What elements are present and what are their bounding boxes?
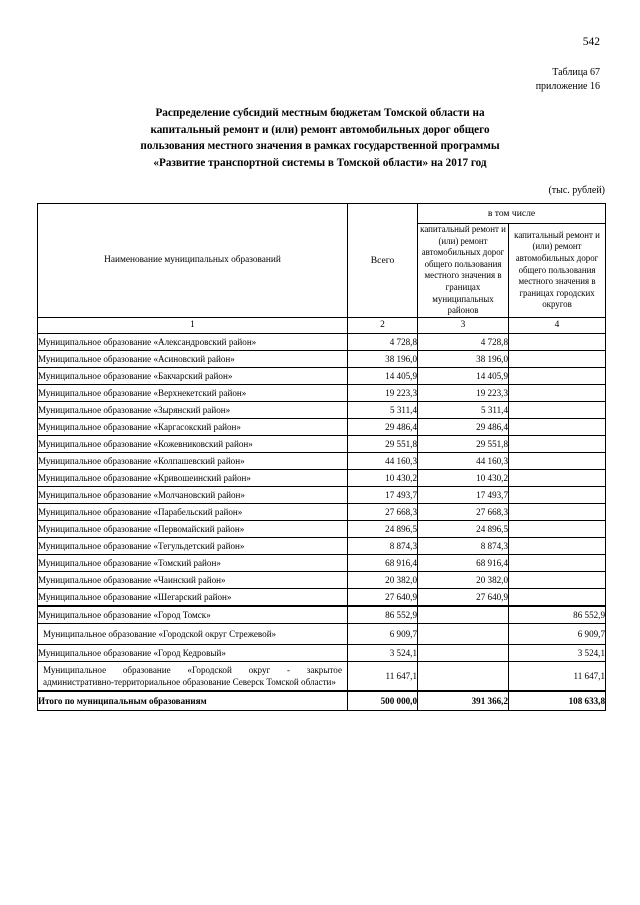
value-urban: 86 552,9 (509, 606, 606, 624)
value-urban (509, 401, 606, 418)
table-row (38, 623, 606, 644)
value-urban (509, 384, 606, 401)
table-total-row (38, 691, 606, 711)
value-districts: 19 223,3 (418, 384, 509, 401)
value-urban (509, 554, 606, 571)
municipality-name: Муниципальное образование «Колпашевский район» (38, 452, 348, 469)
value-districts (418, 606, 509, 624)
table-row (38, 588, 606, 606)
title-line-2: капитальный ремонт и (или) ремонт автомобильных дорог общего (150, 123, 490, 136)
header-sub-districts: капитальный ремонт и (или) ремонт автомобильных дорог общего пользования местного значения в границах муниципальных районов (418, 224, 509, 318)
value-districts: 8 874,3 (418, 537, 509, 554)
value-total: 29 486,4 (348, 418, 418, 435)
municipality-name: Муниципальное образование «Город Томск» (38, 606, 348, 624)
total-value-total: 500 000,0 (348, 691, 418, 711)
title-line-4: «Развитие транспортной системы в Томской области» на 2017 год (153, 156, 487, 169)
table-row (38, 554, 606, 571)
header-group-included: в том числе (418, 204, 606, 224)
value-total: 68 916,4 (348, 554, 418, 571)
table-row (38, 644, 606, 661)
value-urban (509, 571, 606, 588)
value-districts (418, 661, 509, 691)
value-urban (509, 503, 606, 520)
value-urban (509, 469, 606, 486)
municipality-name: Муниципальное образование «Городской округ Стрежевой» (38, 623, 348, 644)
value-districts (418, 623, 509, 644)
municipality-name: Муниципальное образование «Шегарский район» (38, 588, 348, 606)
value-urban: 11 647,1 (509, 661, 606, 691)
municipality-name: Муниципальное образование «Молчановский район» (38, 486, 348, 503)
value-urban (509, 520, 606, 537)
column-number-4: 4 (509, 317, 606, 333)
municipality-name: Муниципальное образование «Александровский район» (38, 333, 348, 350)
value-total: 19 223,3 (348, 384, 418, 401)
table-reference: Таблица 67 (552, 67, 600, 78)
table-row (38, 333, 606, 350)
total-value-districts: 391 366,2 (418, 691, 509, 711)
appendix-reference: приложение 16 (535, 81, 600, 92)
subsidy-distribution-table (37, 203, 606, 711)
value-total: 38 196,0 (348, 350, 418, 367)
value-urban (509, 418, 606, 435)
value-districts: 29 551,8 (418, 435, 509, 452)
value-total: 27 668,3 (348, 503, 418, 520)
value-total: 11 647,1 (348, 661, 418, 691)
value-total: 44 160,3 (348, 452, 418, 469)
value-total: 86 552,9 (348, 606, 418, 624)
value-districts: 38 196,0 (418, 350, 509, 367)
value-urban (509, 435, 606, 452)
table-row (38, 486, 606, 503)
value-total: 20 382,0 (348, 571, 418, 588)
value-districts: 44 160,3 (418, 452, 509, 469)
value-total: 14 405,9 (348, 367, 418, 384)
page-title (70, 105, 570, 171)
table-row (38, 661, 606, 691)
municipality-name: Муниципальное образование «Бакчарский район» (38, 367, 348, 384)
table-row (38, 606, 606, 624)
municipality-name: Муниципальное образование «Кривошеинский район» (38, 469, 348, 486)
table-row (38, 537, 606, 554)
value-districts: 24 896,5 (418, 520, 509, 537)
page-number: 542 (582, 36, 600, 48)
value-districts: 29 486,4 (418, 418, 509, 435)
table-row (38, 503, 606, 520)
value-districts: 4 728,8 (418, 333, 509, 350)
table-body (38, 204, 606, 711)
value-urban (509, 367, 606, 384)
table-row (38, 469, 606, 486)
value-urban: 3 524,1 (509, 644, 606, 661)
document-reference (0, 66, 600, 94)
value-total: 8 874,3 (348, 537, 418, 554)
value-districts: 20 382,0 (418, 571, 509, 588)
table-row (38, 520, 606, 537)
value-districts: 14 405,9 (418, 367, 509, 384)
value-districts: 27 640,9 (418, 588, 509, 606)
value-districts: 17 493,7 (418, 486, 509, 503)
municipality-name: Муниципальное образование «Чаинский район» (38, 571, 348, 588)
value-total: 27 640,9 (348, 588, 418, 606)
header-sub-urban: капитальный ремонт и (или) ремонт автомобильных дорог общего пользования местного значения в границах городских округов (509, 224, 606, 318)
table-row (38, 350, 606, 367)
value-urban (509, 588, 606, 606)
value-urban (509, 537, 606, 554)
table-row (38, 435, 606, 452)
column-number-row (38, 317, 606, 333)
municipality-name: Муниципальное образование «Город Кедровый» (38, 644, 348, 661)
value-total: 29 551,8 (348, 435, 418, 452)
value-urban (509, 350, 606, 367)
value-total: 10 430,2 (348, 469, 418, 486)
municipality-name: Муниципальное образование «Томский район» (38, 554, 348, 571)
value-urban (509, 333, 606, 350)
units-label: (тыс. рублей) (548, 185, 605, 196)
table-row (38, 367, 606, 384)
header-row-group (38, 204, 606, 224)
column-number-3: 3 (418, 317, 509, 333)
column-number-2: 2 (348, 317, 418, 333)
municipality-name: Муниципальное образование «Верхнекетский район» (38, 384, 348, 401)
value-urban (509, 486, 606, 503)
value-urban: 6 909,7 (509, 623, 606, 644)
value-urban (509, 452, 606, 469)
subsidy-distribution-table-wrapper (37, 203, 605, 711)
header-municipality-name: Наименование муниципальных образований (38, 204, 348, 318)
title-line-1: Распределение субсидий местным бюджетам Томской области на (155, 107, 485, 119)
value-total: 6 909,7 (348, 623, 418, 644)
table-row (38, 401, 606, 418)
value-districts: 10 430,2 (418, 469, 509, 486)
municipality-name: Муниципальное образование «Кожевниковский район» (38, 435, 348, 452)
column-number-1: 1 (38, 317, 348, 333)
value-districts: 68 916,4 (418, 554, 509, 571)
municipality-name: Муниципальное образование «Парабельский район» (38, 503, 348, 520)
total-label: Итого по муниципальным образованиям (38, 691, 348, 711)
table-row (38, 452, 606, 469)
value-districts (418, 644, 509, 661)
municipality-name: Муниципальное образование «Городской округ - закрытое административно-территориальное образование Северск Томской области» (38, 661, 348, 691)
municipality-name: Муниципальное образование «Первомайский район» (38, 520, 348, 537)
value-total: 24 896,5 (348, 520, 418, 537)
value-districts: 27 668,3 (418, 503, 509, 520)
table-row (38, 571, 606, 588)
table-row (38, 384, 606, 401)
value-districts: 5 311,4 (418, 401, 509, 418)
value-total: 5 311,4 (348, 401, 418, 418)
value-total: 3 524,1 (348, 644, 418, 661)
header-total: Всего (348, 204, 418, 318)
municipality-name: Муниципальное образование «Тегульдетский район» (38, 537, 348, 554)
title-line-3: пользования местного значения в рамках государственной программы (140, 140, 500, 152)
value-total: 4 728,8 (348, 333, 418, 350)
municipality-name: Муниципальное образование «Асиновский район» (38, 350, 348, 367)
value-total: 17 493,7 (348, 486, 418, 503)
municipality-name: Муниципальное образование «Зырянский район» (38, 401, 348, 418)
municipality-name: Муниципальное образование «Каргасокский район» (38, 418, 348, 435)
total-value-urban: 108 633,8 (509, 691, 606, 711)
table-row (38, 418, 606, 435)
